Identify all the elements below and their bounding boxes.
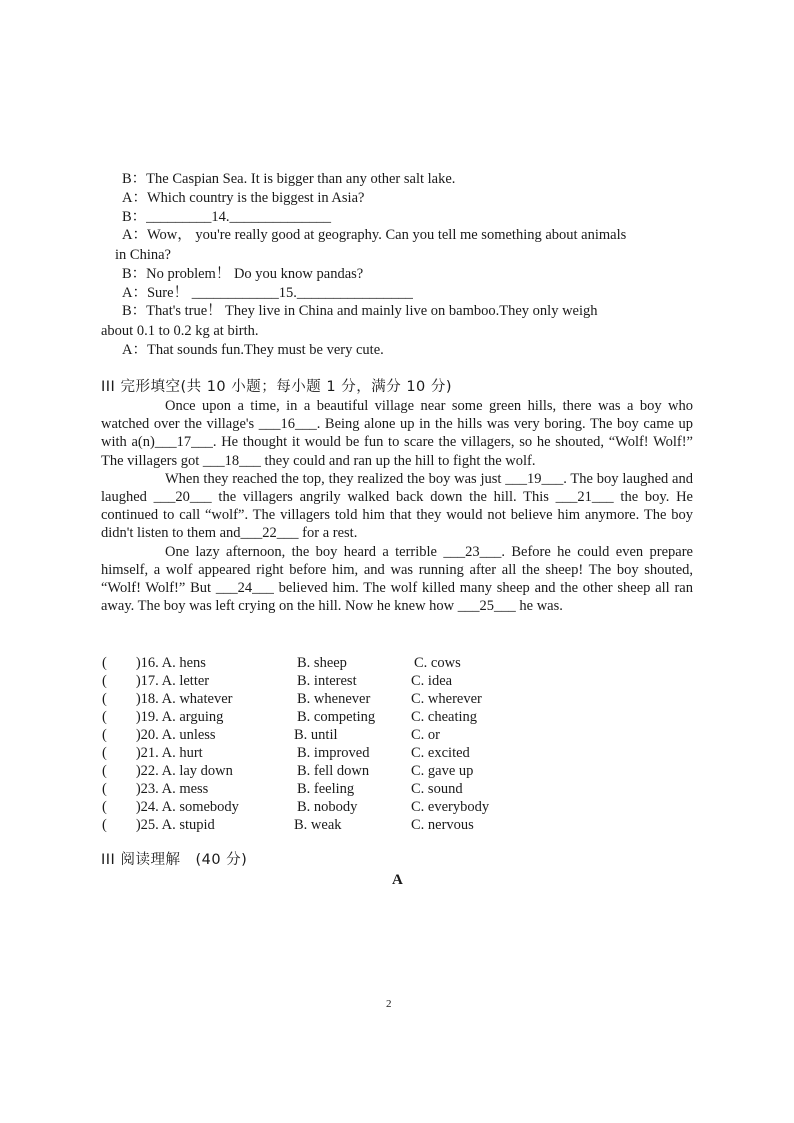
option-b: B. fell down [297,763,370,779]
option-c: C. idea [411,673,453,689]
cloze-paragraph: Once upon a time, in a beautiful village near some green hills, there was a boy who watched over the village's ___16___. Being alone up in the hills was very boring. The boy came up with a(n)___17___. He thought it would be fun to scare the villagers, so he shouted, “Wolf! Wolf!” The villagers got ___18___ they could and ran up the hill to fight the wolf. [101,398,693,469]
option-question: ( )25. A. stupid [102,817,215,833]
dialogue-line: in China? [115,247,171,263]
option-question: ( )17. A. letter [102,673,210,689]
option-c: C. excited [411,745,470,761]
option-b: B. whenever [297,691,371,707]
dialogue-line: B：No problem！ Do you know pandas? [122,266,364,282]
option-b: B. interest [297,673,357,689]
option-c: C. sound [411,781,463,797]
option-question: ( )23. A. mess [102,781,209,797]
option-c: C. everybody [411,799,490,815]
option-c: C. cheating [411,709,478,725]
option-b: B. nobody [297,799,358,815]
option-c: C. or [411,727,440,743]
page-number: 2 [386,998,392,1010]
cloze-heading: III 完形填空(共 10 小题；每小题 1 分，满分 10 分) [101,379,453,395]
dialogue-line: about 0.1 to 0.2 kg at birth. [101,323,259,339]
dialogue-line: A：Sure！ ____________15.________________ [122,285,413,301]
option-question: ( )20. A. unless [102,727,216,743]
dialogue-line: A：That sounds fun.They must be very cute. [122,342,384,358]
dialogue-line: B：_________14.______________ [122,209,332,225]
dialogue-line: B：That's true！ They live in China and mainly live on bamboo.They only weigh [122,303,598,319]
option-question: ( )21. A. hurt [102,745,203,761]
reading-heading: III 阅读理解 (40 分) [101,852,248,868]
option-b: B. sheep [297,655,347,671]
cloze-passage [101,397,693,615]
option-c: C. cows [414,655,461,671]
cloze-paragraph: When they reached the top, they realized the boy was just ___19___. The boy laughed and laughed ___20___ the villagers angrily walked back down the hill. This ___21___ the boy. He continued to call “wolf”. The villagers told him that they would not believe him anymore. The boy didn't listen to them and___22___ for a rest. [101,470,693,542]
option-c: C. gave up [411,763,474,779]
option-c: C. nervous [411,817,474,833]
option-question: ( )16. A. hens [102,655,206,671]
option-question: ( )19. A. arguing [102,709,224,725]
dialogue-line: B：The Caspian Sea. It is bigger than any other salt lake. [122,171,456,187]
dialogue-line: A：Wow， you're really good at geography. Can you tell me something about animals [122,227,627,243]
option-question: ( )22. A. lay down [102,763,233,779]
option-b: B. until [294,727,338,743]
option-b: B. feeling [297,781,355,797]
dialogue-line: A：Which country is the biggest in Asia? [122,190,365,206]
option-b: B. weak [294,817,342,833]
option-question: ( )24. A. somebody [102,799,239,815]
option-question: ( )18. A. whatever [102,691,233,707]
section-letter: A [392,872,403,888]
cloze-paragraph: One lazy afternoon, the boy heard a terrible ___23___. Before he could even prepare himself, a wolf appeared right before him, and was running after all the sheep! The boy shouted, “Wolf! Wolf!” But ___24___ believed him. The wolf killed many sheep and the other sheep all ran away. The boy was left crying on the hill. Now he knew how ___25___ he was. [101,543,693,615]
option-b: B. competing [297,709,376,725]
option-c: C. wherever [411,691,482,707]
option-b: B. improved [297,745,370,761]
